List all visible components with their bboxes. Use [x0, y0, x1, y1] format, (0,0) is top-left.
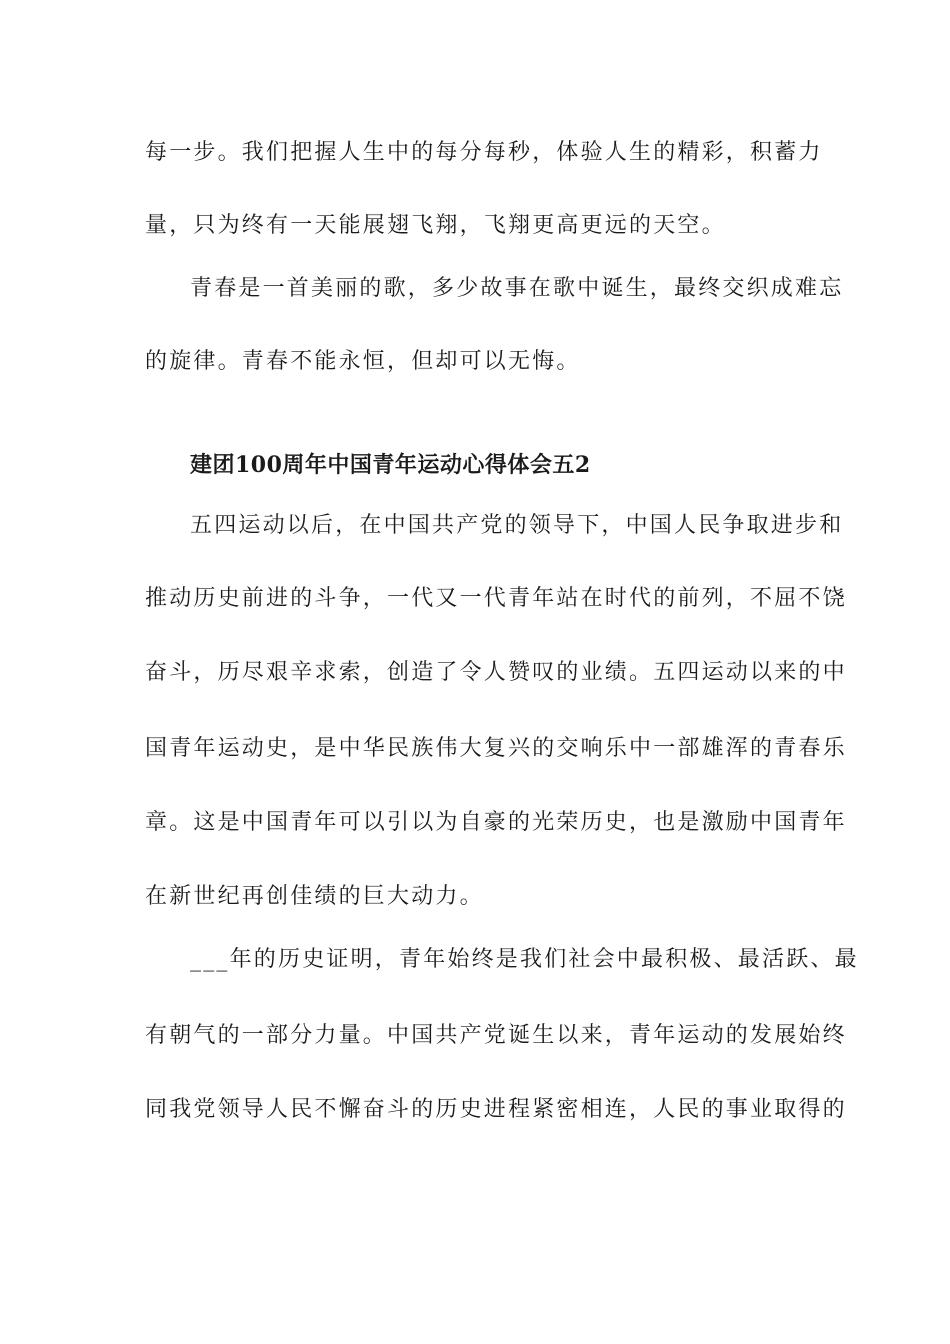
paragraph-line: 国青年运动史，是中华民族伟大复兴的交响乐中一部雄浑的青春乐	[145, 736, 847, 761]
paragraph-line: 的旋律。青春不能永恒，但却可以无悔。	[145, 349, 581, 374]
paragraph-line: 奋斗，历尽艰辛求索，创造了令人赞叹的业绩。五四运动以来的中	[145, 660, 847, 685]
section-heading: 建团100周年中国青年运动心得体会五2	[190, 452, 591, 478]
paragraph-line: 在新世纪再创佳绩的巨大动力。	[145, 884, 484, 909]
paragraph-line: 每一步。我们把握人生中的每分每秒，体验人生的精彩，积蓄力	[145, 140, 823, 165]
paragraph-line: 同我党领导人民不懈奋斗的历史进程紧密相连，人民的事业取得的	[145, 1097, 847, 1122]
paragraph-line: 推动历史前进的斗争，一代又一代青年站在时代的前列，不屈不饶	[145, 586, 847, 611]
paragraph-line: 青春是一首美丽的歌，多少故事在歌中诞生，最终交织成难忘	[190, 276, 844, 301]
paragraph-line: 五四运动以后，在中国共产党的领导下，中国人民争取进步和	[190, 513, 844, 538]
paragraph-line: ___年的历史证明，青年始终是我们社会中最积极、最活跃、最	[190, 947, 859, 972]
paragraph-line: 量，只为终有一天能展翅飞翔，飞翔更高更远的天空。	[145, 213, 726, 238]
paragraph-line: 章。这是中国青年可以引以为自豪的光荣历史，也是激励中国青年	[145, 810, 847, 835]
paragraph-line: 有朝气的一部分力量。中国共产党诞生以来，青年运动的发展始终	[145, 1023, 847, 1048]
